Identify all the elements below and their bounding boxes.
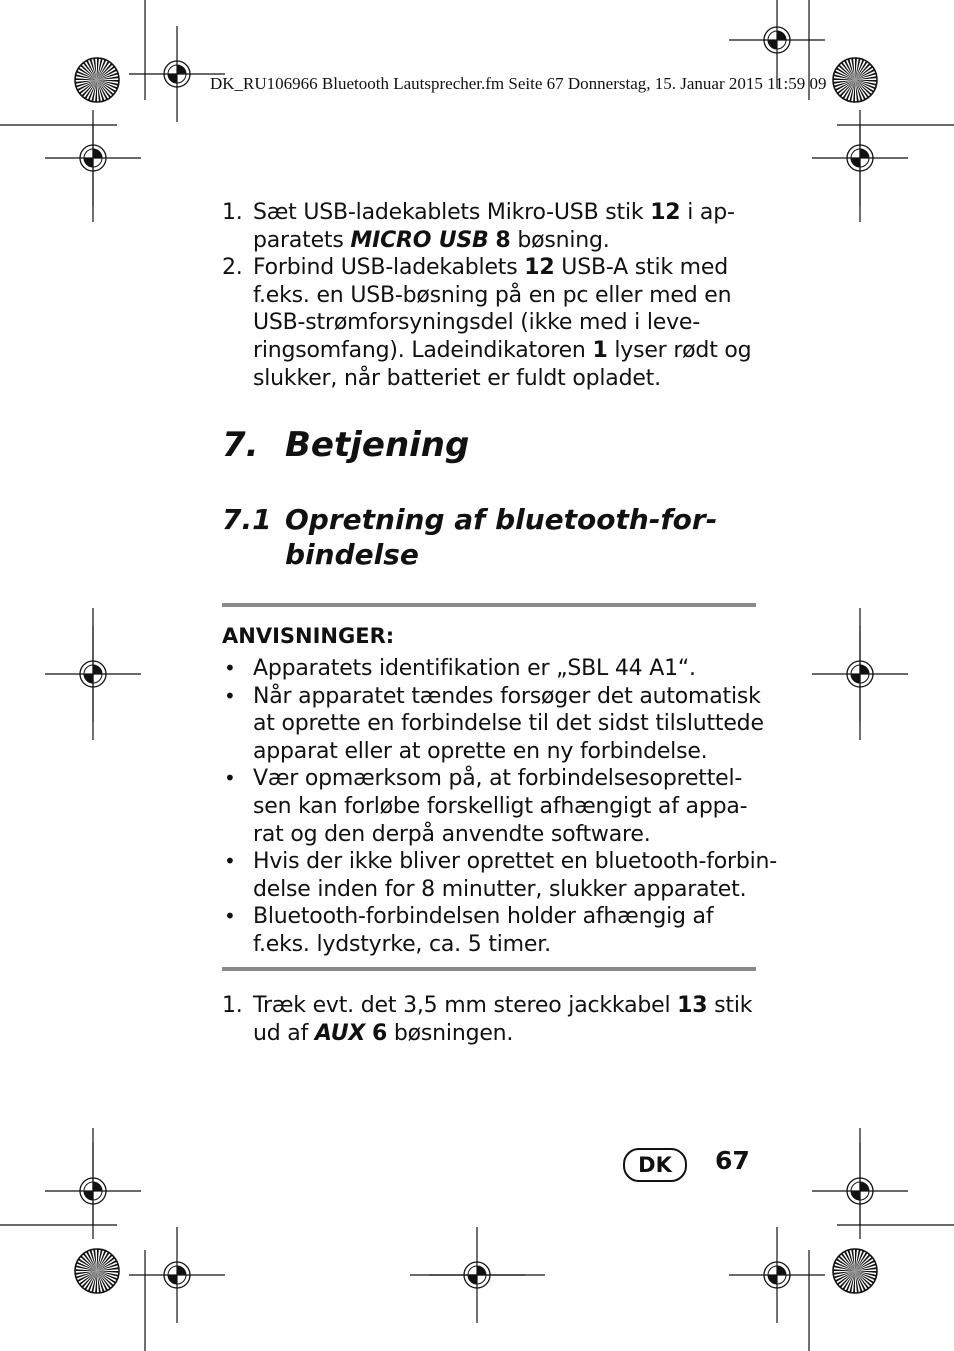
section-number: 7.	[222, 425, 259, 465]
step-line	[253, 309, 762, 337]
text-run: sen kan forløbe forskelligt afhængigt af appa-	[253, 793, 748, 819]
notes-top-rule	[222, 603, 756, 607]
note-marker: •	[224, 766, 236, 791]
text-run: USB-A stik med	[554, 255, 729, 281]
print-header: DK_RU106966 Bluetooth Lautsprecher.fm Seite 67 Donnerstag, 15. Januar 2015 11:59 09	[210, 74, 827, 93]
subsection-heading	[222, 502, 717, 572]
step-item	[222, 254, 762, 392]
text-run: Hvis der ikke bliver oprettet en bluetooth-forbin-	[253, 849, 778, 875]
note-line	[253, 876, 762, 904]
steps-top	[222, 199, 762, 392]
note-marker: •	[224, 656, 236, 680]
step-marker: 2.	[222, 255, 243, 281]
text-run: Forbind USB-ladekablets	[253, 255, 525, 281]
step-line	[253, 254, 762, 282]
page-number: 67	[715, 1146, 750, 1175]
text-run: bøsning.	[510, 227, 610, 253]
text-run: bøsningen.	[387, 1020, 514, 1046]
step-item	[222, 992, 762, 1047]
step-marker: 1.	[222, 200, 243, 225]
text-run: 12	[524, 255, 555, 281]
note-marker: •	[224, 849, 236, 874]
text-run: f.eks. en USB-bøsning på en pc eller med en	[253, 282, 732, 308]
text-run: 8	[495, 227, 511, 253]
note-item	[222, 655, 762, 683]
text-run: ringsomfang). Ladeindikatoren	[253, 337, 593, 363]
subsection-title-line2: bindelse	[285, 538, 419, 571]
note-line	[253, 903, 762, 931]
note-item	[222, 765, 762, 848]
text-run: f.eks. lydstyrke, ca. 5 timer.	[253, 931, 551, 957]
text-run: AUX	[314, 1020, 366, 1046]
step-line	[253, 199, 762, 227]
notes-list	[222, 655, 778, 959]
subsection-title-line1: Opretning af bluetooth-for-	[285, 503, 718, 536]
text-run: 12	[650, 200, 681, 225]
text-run: 1	[592, 337, 608, 363]
text-run: paratets	[253, 227, 351, 253]
text-run: USB-strømforsyningsdel (ikke med i leve-	[253, 310, 700, 336]
text-run: Sæt USB-ladekablets Mikro-USB stik	[253, 200, 651, 225]
text-run: delse inden for 8 minutter, slukker apparatet.	[253, 876, 747, 902]
text-run: Træk evt. det 3,5 mm stereo jackkabel	[253, 993, 678, 1018]
note-line	[253, 655, 762, 683]
subsection-number: 7.1	[222, 503, 272, 536]
text-run: stik	[707, 993, 753, 1018]
note-item	[222, 683, 762, 766]
text-run: at oprette en forbindelse til det sidst tilsluttede	[253, 711, 764, 737]
text-run: lyser rødt og	[607, 337, 752, 363]
step-line	[253, 282, 762, 310]
note-line	[253, 821, 762, 849]
text-run	[365, 1021, 372, 1046]
step-line	[253, 337, 762, 365]
notes-bottom-rule	[222, 967, 756, 971]
section-title: Betjening	[285, 425, 470, 465]
text-run: 6	[371, 1020, 388, 1046]
text-run: Når apparatet tændes forsøger det automatisk	[253, 683, 761, 709]
text-run: apparat eller at oprette en ny forbindelse.	[253, 738, 708, 764]
step-marker: 1.	[222, 993, 243, 1018]
steps-bottom	[222, 992, 762, 1047]
text-run: Apparatets identifikation er „SBL 44 A1“.	[253, 656, 696, 681]
note-line	[253, 793, 762, 821]
note-marker: •	[224, 683, 236, 708]
step-line	[253, 1020, 762, 1048]
note-line	[253, 683, 762, 711]
text-run: Bluetooth-forbindelsen holder afhængig af	[253, 904, 714, 930]
text-run: slukker, når batteriet er fuldt opladet.	[253, 365, 661, 391]
text-run: Vær opmærksom på, at forbindelsesoprettel-	[253, 766, 743, 792]
note-line	[253, 765, 762, 793]
note-marker: •	[224, 904, 236, 929]
note-item	[222, 848, 778, 903]
step-line	[253, 365, 762, 393]
text-run: rat og den derpå anvendte software.	[253, 821, 651, 847]
section-heading	[222, 425, 469, 465]
notes-title: ANVISNINGER:	[222, 624, 395, 648]
text-run: MICRO USB	[350, 227, 489, 253]
note-item	[222, 903, 762, 958]
text-run: 13	[677, 993, 708, 1018]
text-run: ud af	[253, 1020, 315, 1046]
country-badge: DK	[623, 1148, 687, 1182]
note-line	[253, 710, 762, 738]
step-line	[253, 992, 762, 1020]
note-line	[253, 931, 762, 959]
text-run: i ap-	[680, 200, 735, 225]
step-line	[253, 227, 762, 255]
note-line	[253, 848, 778, 876]
step-item	[222, 199, 762, 254]
note-line	[253, 738, 762, 766]
